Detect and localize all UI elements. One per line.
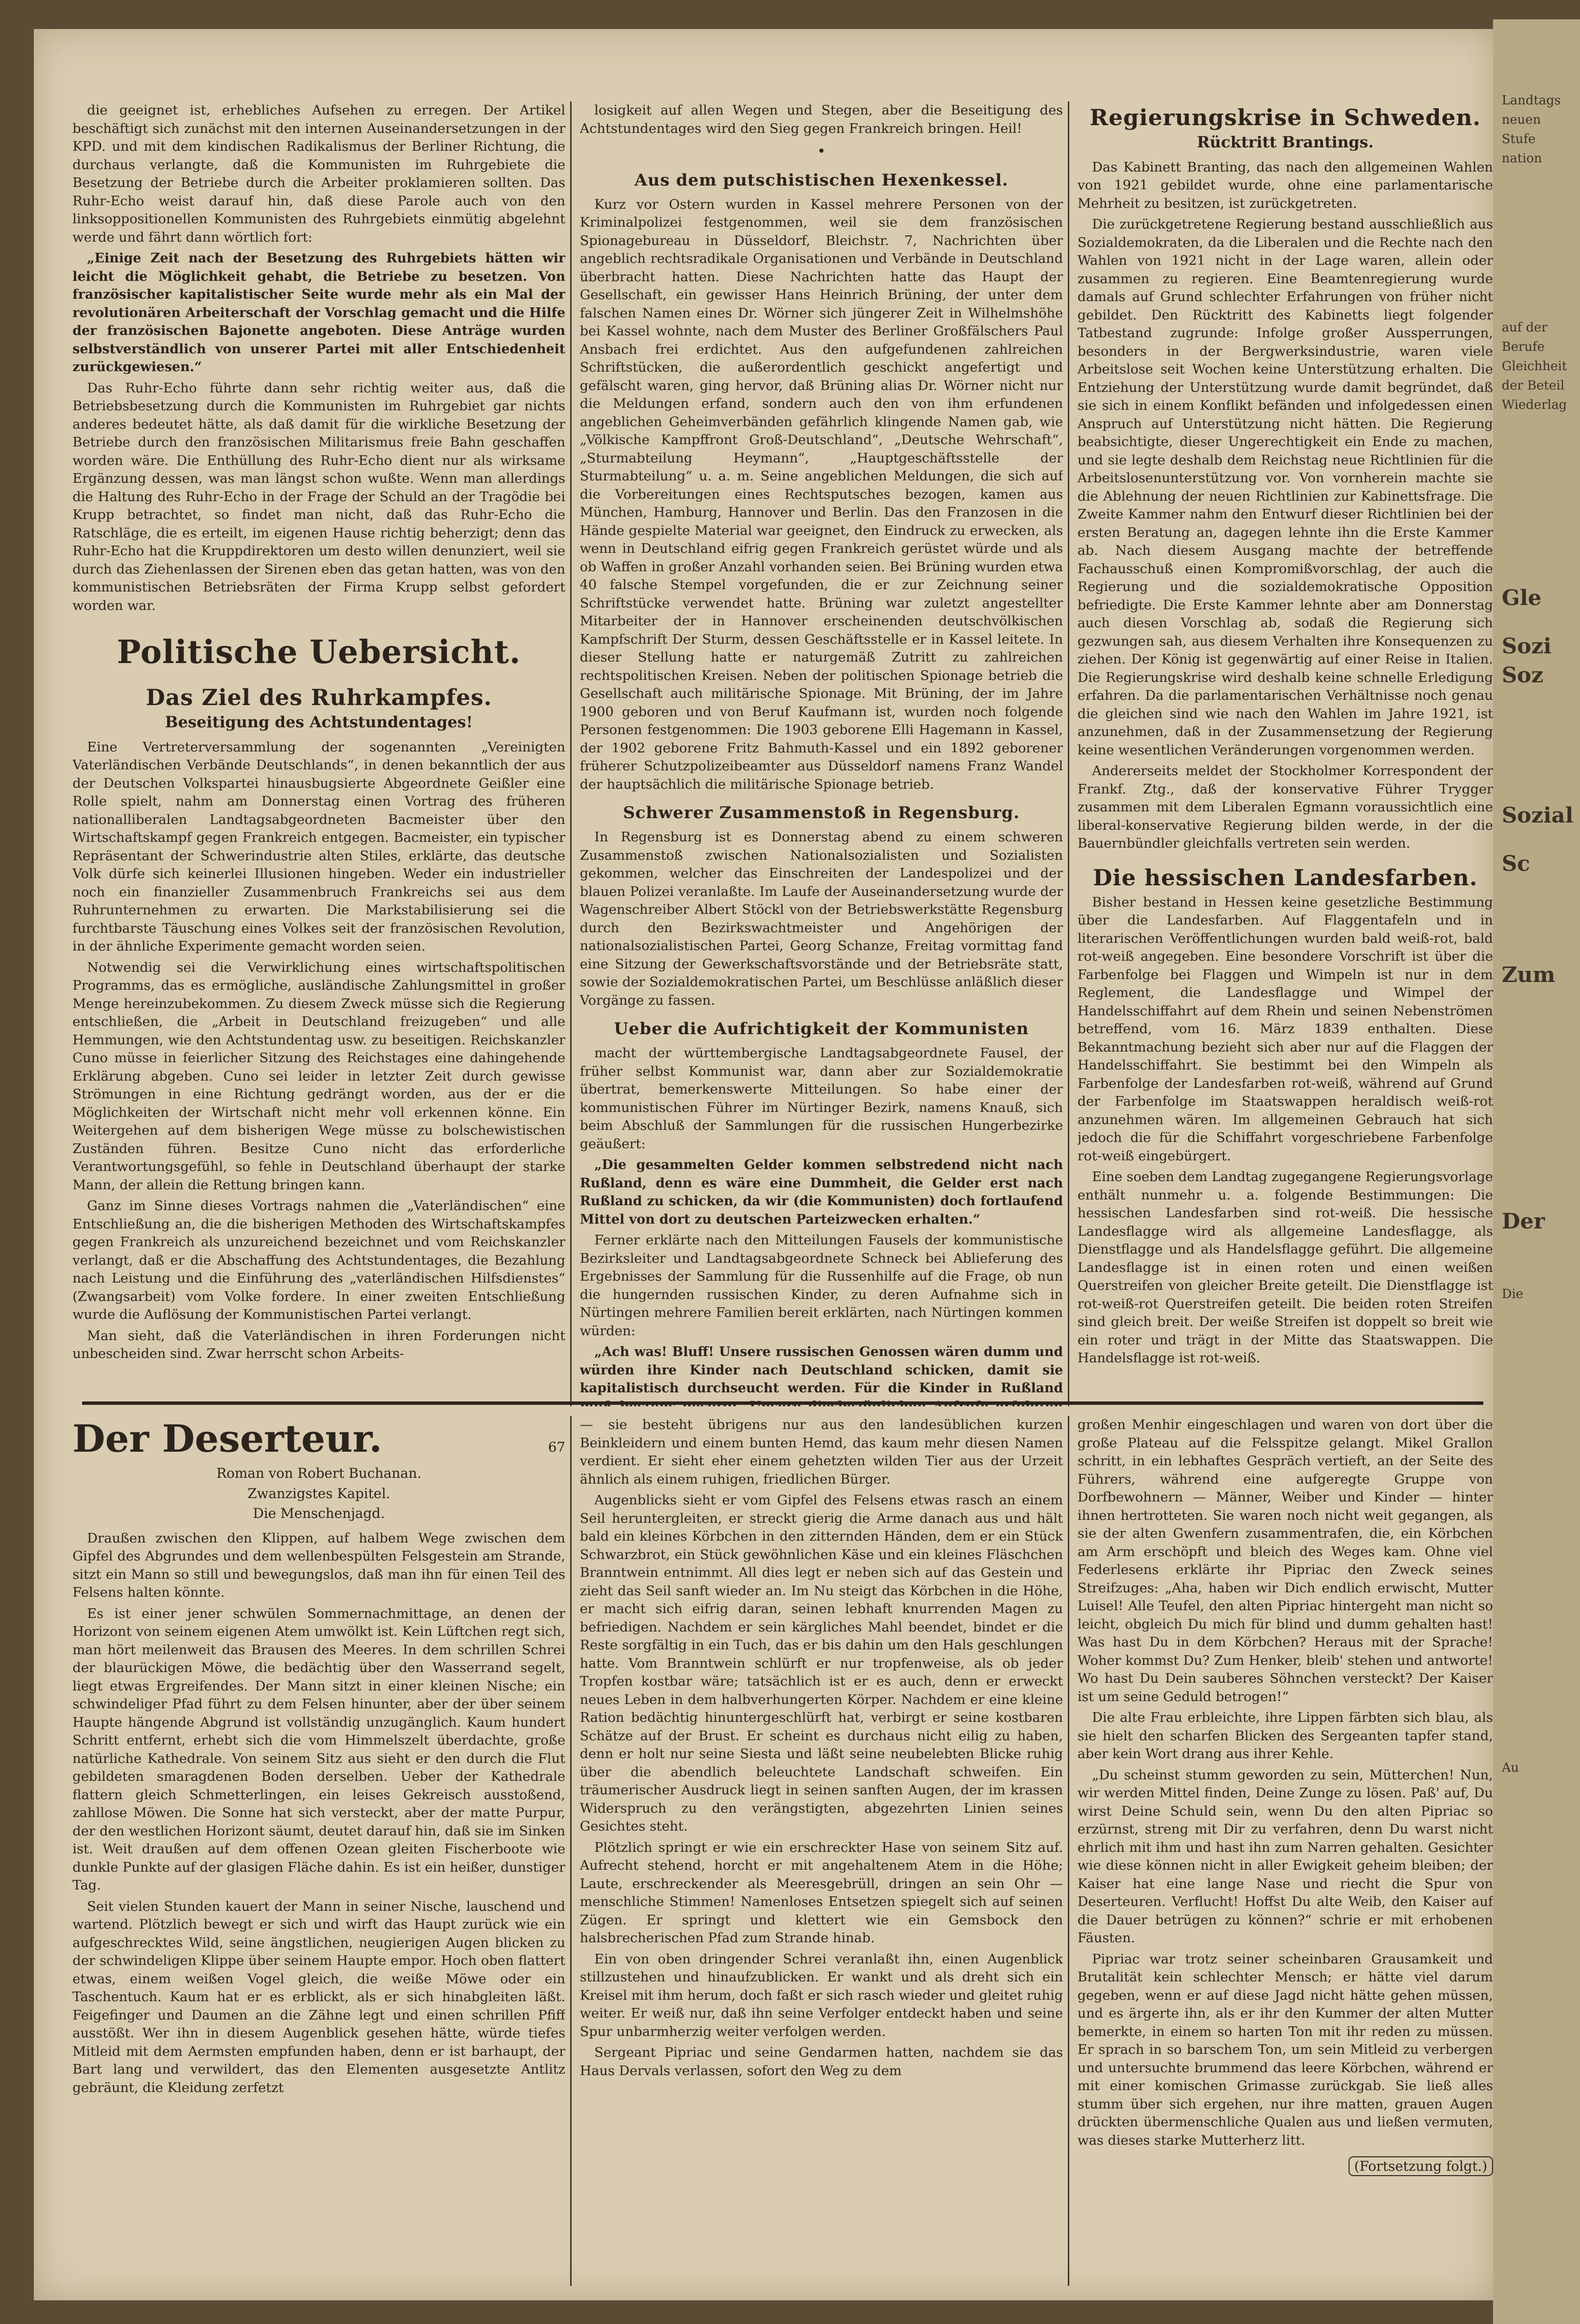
novel-column-3 — [1077, 1416, 1493, 2286]
aufrichtigkeit-quote2: „Ach was! Bluff! Unsere russischen Genossen wären dumm und würden ihre Kinder nach Deutschland schicken, damit sie kapitalistisch durchseucht werden. Für die Kinder in Rußland — [580, 1344, 1063, 1396]
edge-fragment: nation — [1502, 151, 1542, 166]
edge-fragment: Die — [1502, 1287, 1523, 1301]
feuilleton-divider — [82, 1401, 1483, 1405]
edge-fragment: Gleichheit — [1502, 359, 1567, 374]
edge-fragment: Berufe — [1502, 340, 1545, 354]
continuation-note — [1077, 2157, 1493, 2176]
column-divider — [1068, 101, 1069, 1406]
continuation-label: (Fortsetzung folgt.) — [1349, 2156, 1493, 2176]
hexenkessel-text: Kurz vor Ostern wurden in Kassel mehrere Personen von der Kriminalpolizei festgenommen, weil sie dem französischen Spionagebureau in Düsseldorf, Bleichstr. 7, Nachrichten über angeblich rechtsradikale Organisationen und Verbände in Deutschland überbracht hatten. Diese Nachrichten hatte das Haupt der Gesellschaft, ein gewisser Hans Heinrich Brüning, der unter dem falschen Namen eines Dr. Wörner sich jüngerer Zeit in Wilhelmshöhe bei Kassel wohnte, nach dem Muster des Berliner Großfälschers Paul Ansbach frei erdichtet. Aus den aufgefundenen zahlreichen Schriftstücken, die außerordentlich geschickt angefertigt und gefälscht waren, ging hervor, daß Brüning alias Dr. Wörner nicht nur die Meldungen erfand, sondern auch den von ihm erfundenen angeblichen Geheimverbänden gefährlich klingende Namen gab, wie „Völkische Kampffront Groß-Deutschland“, „Deutsche Wehrschaft“, „Sturmabteilung Heymann“, „Hauptgeschäftsstelle der Sturmabteilung“ u. a. m. Seine angeblichen Meldungen, die sich auf die Vorbereitungen eines Rechtsputsches bezogen, kamen aus München, Hamburg, Hannover und Berlin. Das den Franzosen in die Hände gespielte Material war geeignet, den Eindruck zu erwecken, als wenn in Deutschland eifrig gegen Frankreich gerüstet würde und als ob Waffen in großer Anzahl vorhanden seien. Bei Brüning wurden etwa 40 falsche Stempel vorgefunden, die er zur Zeichnung seiner Schriftstücke verwendet hatte. Brüning war zuletzt angestellter Mitarbeiter der in Hannover erscheinenden deutschvölkischen Kampfschrift Der Sturm, dessen Geschäftsstelle er in Kassel leitete. In dieser Stellung hatte er naturgemäß Zutritt zu zahlreichen rechtspolitischen Kreisen. Neben der politischen Spionage betrieb die Gesellschaft auch militärische Spionage. Mit Brüning, der im Jahre 1900 geboren und von Beruf Kaufmann ist, wurden noch folgende Personen festgenommen: Die 1903 geborene Elli Hagemann in Kassel, der 1902 geborene Fritz Bahmuth-Kassel und ein 1892 geborener früherer Schutzpolizeibeamter aus Düsseldorf namens Franz Wandel der hauptsächlich die militärische Spionage betrieb. — [580, 196, 1063, 792]
novel-paragraph: Augenblicks sieht er vom Gipfel des Felsens etwas rasch an einem Seil heruntergleiten, er streckt gierig die Arme danach aus und hält bald ein kleines Körbchen in den zitternden Händen, dem er ein Stück Schwarzbrot, ein Stück gewöhnlichen Käse und ein kleines Fläschchen Branntwein entnimmt. All dies legt er neben sich auf das Gestein und zieht das Seil sanft wieder an. Im Nu steigt das Körbchen in die Höhe, er macht sich eifrig daran, seinen lebhaft knurrenden Magen zu befriedigen. Nachdem er sein kärgliches Mahl beendet, bindet er die Reste sorgfältig in ein Tuch, das er bis dahin um den Hals geschlungen hatte. Vom Branntwein schlürft er nur tropfenweise, als ob jeder Tropfen kostbar wäre; tatsächlich ist er es auch, denn er erweckt neues Leben in dem halbverhungerten Körper. Nachdem er eine kleine Ration bedächtig hinuntergeschlürft hat, verbirgt er seine kostbaren Schätze auf der Brust. Er scheint es durchaus nicht eilig zu haben, denn er holt nur seine Siesta und läßt seine neubelebten Blicke ruhig über die abendlich beleuchtete Landschaft schweifen. Ein träumerischer Ausdruck liegt in seinen sanften Augen, der im krassen Widerspruch zu den verängstigten, abgezehrten Linien seines Gesichtes steht. — [580, 1492, 1063, 1834]
novel-header — [72, 1416, 565, 1462]
novel-paragraph: Es ist einer jener schwülen Sommernachmittage, an denen der Horizont von seinem eigenen Atem umwölkt ist. Kein Lüftchen regt sich, man hört meilenweit das Brausen des Meeres. In dem schrillen Schrei der blaurückigen Möwe, die bedächtig über den Wasserrand segelt, liegt etwas Ergreifendes. Der Mann sitzt in einer kleinen Nische; ein schwindeliger Pfad führt zu dem Felsen hinunter, aber der über seinem Haupte hängende Abgrund ist vollständig unzugänglich. Kaum hundert Schritt entfernt, erhebt sich die vom Himmelszelt überdachte, große natürliche Kathedrale. Von seinem Sitz aus sieht er den durch die Flut gebildeten smaragdenen Boden derselben. Ueber der Kathedrale flattern gleich Schmetterlingen, ein leises Gekreisch ausstoßend, zahllose Möwen. Die Sonne hat sich versteckt, aber der matte Purpur, der den westlichen Horizont säumt, deutet darauf hin, daß sie im Sinken ist. Weit draußen auf dem offenen Ozean gleiten Fischerboote wie dunkle Punkte auf der glasigen Fläche dahin. Es ist ein heißer, dunstiger Tag. — [72, 1605, 565, 1893]
headline-hexenkessel: Aus dem putschistischen Hexenkessel. — [634, 170, 1008, 190]
edge-fragment: Soz — [1502, 663, 1544, 688]
novel-paragraph: Ein von oben dringender Schrei veranlaßt ihn, einen Augenblick stillzustehen und hinaufzublicken. Er wankt und als dreht sich ein Kreisel mit ihm herum, doch faßt er sich rasch wieder und gleitet ruhig weiter. Er weiß nur, daß ihn seine Verfolger entdeckt haben und seine Spur unbarmherzig weiter verfolgen werden. — [580, 1951, 1063, 2039]
edge-fragment: neuen — [1502, 113, 1541, 127]
edge-fragment: Der — [1502, 1209, 1545, 1234]
novel-paragraph: Pipriac war trotz seiner scheinbaren Grausamkeit und Brutalität kein schlechter Mensch; er hätte viel darum gegeben, wenn er auf diese Jagd nicht hätte gehen müssen, und es ärgerte ihn, als er ihr den Kummer der alten Mutter bemerkte, in einem so harten Ton mit ihr reden zu müssen. Er sprach in so barschem Ton, um sein Mitleid zu verbergen und untersuchte brummend das leere Körbchen, während er mit einer komischen Grimasse zurückgab. Sie ließ alles stumm über sich ergehen, nur ihre matten, grauen Augen drückten übermenschliche Qualen aus und ließen vermuten, was dieses starke Mutterherz litt. — [1077, 1951, 1493, 2148]
novel-title: Der Deserteur. — [72, 1417, 382, 1461]
headline-hessen: Die hessischen Landesfarben. — [1092, 864, 1478, 891]
edge-fragment: Wiederlag — [1502, 398, 1567, 412]
novel-paragraph: Draußen zwischen den Klippen, auf halbem Wege zwischen dem Gipfel des Abgrundes und dem wellenbespülten Felsgestein am Strande, sitzt ein Mann so still und bewegungslos, daß man ihn für einen Teil des Felsens halten könnte. — [72, 1530, 565, 1600]
article-intro-quote: „Einige Zeit nach der Besetzung des Ruhrgebiets hätten wir leicht die Möglichkeit gehabt, die Betriebe zu besetzen. Von französischer kapitalistischer Seite wurde mehr als ein Mal der revolutionären Arbeiterschaft der Vorschlag gemacht und die Hilfe der französischen Bajonette angeboten. Diese Anträge wurden selbstverständlich von unserer Partei mit aller Entschiedenheit zurückgewiesen.“ — [72, 251, 565, 375]
article-intro-p1: die geeignet ist, erhebliches Aufsehen zu erregen. Der Artikel beschäftigt sich zunächst mit den internen Auseinandersetzungen in der KPD. und mit dem kindischen Radikalismus der Berliner Richtung, die durchaus verlangte, daß die Kommunisten im Ruhrgebiete die Besetzung der Betriebe durch die Arbeiter proklamieren sollten. Das Ruhr-Echo weist darauf hin, daß diese Parole auch von den linksoppositionellen Kommunisten des Ruhrgebiets einmütig abgelehnt werde und fährt dann wörtlich fort: — [72, 102, 565, 245]
column-divider — [1068, 1416, 1069, 2286]
schweden-paragraph: Das Kabinett Branting, das nach den allgemeinen Wahlen von 1921 gebildet wurde, ohne eine parlamentarische Mehrheit zu besitzen, ist zurückgetreten. — [1077, 159, 1493, 211]
novel-paragraph: großen Menhir eingeschlagen und waren von dort über die große Plateau auf die Felsspitze gelangt. Mikel Grallon schritt, in ein lebhaftes Gespräch vertieft, an der Seite des Führers, während eine aufgeregte Gruppe von Dorfbewohnern — Männer, Weiber und Kinder — hinter ihnen hertrotteten. Sie waren noch nicht weit gegangen, als sie der alten Gwenfern zusammentrafen, die, ein Körbchen am Arm erschöpft und bleich des Weges kam. Ohne viel Federlesens erklärte ihr Pipriac den Zweck seines Streifzuges: „Aha, haben wir Dich endlich erwischt, Mutter Luisel! Alle Teufel, den alten Pipriac hintergeht man nicht so leicht, obgleich Du mich für blind und dumm gehalten hast! Was hast Du in dem Körbchen? Heraus mit der Sprache! Woher kommst Du? Zum Henker, bleib' stehen und antworte! Wo hast Du Dein sauberes Söhnchen versteckt? Der Kaiser ist um seine Geduld betrogen!“ — [1077, 1417, 1493, 1704]
regensburg-text: In Regensburg ist es Donnerstag abend zu einem schweren Zusammenstoß zwischen Nationalsozialisten und Sozialisten gekommen, welcher das Einschreiten der Landespolizei und der blauen Polizei veranlaßte. Im Laufe der Auseinandersetzung wurde der Wagenschreiber Albert Stöckl von der Betriebswerkstätte Regensburg durch den Bezirkswachtmeister und Angehörigen der nationalsozialistischen Partei, Georg Schanze, Freitag vormittag fand eine Sitzung der Gewerkschaftsvorstände und der Betriebsräte statt, sowie der Sozialdemokratischen Partei, um Beschlüsse anläßlich dieser Vorgänge zu fassen. — [580, 829, 1063, 1008]
novel-paragraph: „Du scheinst stumm geworden zu sein, Mütterchen! Nun, wir werden Mittel finden, Deine Zunge zu lösen. Paß' auf, Du wirst Deine Schuld sein, wenn Du den alten Pipriac so erzürnst, streng mit Dir zu verfahren, denn Du warst nicht ehrlich mit ihm und hast ihn zum Narren gehalten. Gesichter wie diese können nicht in aller Ewigkeit geheim bleiben; der Kaiser hat eine lange Nase und riecht die Spur von Deserteuren. Verflucht! Hoffst Du alte Weib, den Kaiser auf die Dauer betrügen zu können?“ schrie er mit erhobenen Fäusten. — [1077, 1767, 1493, 1946]
edge-fragment: Gle — [1502, 586, 1542, 610]
article-intro-p2: Das Ruhr-Echo führte dann sehr richtig weiter aus, daß die Betriebsbesetzung durch die Kommunisten im Ruhrgebiet gar nichts anderes bedeutet hätte, als daß damit für die wirkliche Besetzung der Betriebe durch den französischen Militarismus freie Bahn geschaffen worden wäre. Die Enthüllung des Ruhr-Echo dient nur als wirksame Ergänzung dessen, was man längst schon wußte. Wenn man allerdings die Haltung des Ruhr-Echo in der Frage der Schuld an der Tragödie bei Krupp betrachtet, so findet man nicht, daß das Ruhr-Echo die Ratschläge, die es erteilt, im eigenen Hause richtig beherzigt; denn das Ruhr-Echo hat die Kruppdirektoren um desto willen denunziert, weil sie durch das Ziehenlassen der Sirenen eben das getan hatten, was von den kommunistischen Betriebsräten der Firma Krupp selbst gefordert worden war. — [72, 380, 565, 613]
chapter-title: Die Menschenjagd. — [253, 1505, 385, 1521]
novel-paragraph: Plötzlich springt er wie ein erschreckter Hase von seinem Sitz auf. Aufrecht stehend, horcht er mit angehaltenem Atem in die Höhe; Laute, erschreckender als Meeresgebrüll, dringen an sein Ohr — menschliche Stimmen! Namenloses Entsetzen spiegelt sich auf seinen Zügen. Er springt und klettert wie ein Gemsbock den halsbrecherischen Pfad zum Strande hinab. — [580, 1839, 1063, 1946]
ruhr-paragraph: Notwendig sei die Verwirklichung eines wirtschaftspolitischen Programms, das es ermögliche, ausländische Zahlungsmittel in großer Menge hereinzubekommen. Zu diesem Zweck müsse sich die Regierung entschließen, die „Arbeit in Deutschland freizugeben“ und alle Hemmungen, wie den Achtstundentag usw. zu beseitigen. Reichskanzler Cuno müsse in feierlicher Sitzung des Reichstages eine dahingehende Erklärung abgeben. Cuno sei leider in letzter Zeit durch gewisse Strömungen in eine Richtung gedrängt worden, aus der er die Möglichkeiten der Wirtschaft nicht mehr voll erkennen könne. Ein Weitergehen auf dem bisherigen Wege müsse zu bolschewistischen Zuständen führen. Besitze Cuno nicht das erforderliche Verantwortungsgefühl, so fehle in Deutschland überhaupt der starke Mann, der allein die Rettung bringen kann. — [72, 959, 565, 1193]
novel-paragraph: — sie besteht übrigens nur aus den landesüblichen kurzen Beinkleidern und einem bunten Hemd, das kaum mehr diesen Namen verdient. Er sieht eher einem gehetzten wilden Tier aus der Urzeit ähnlich als einem ruhigen, friedlichen Bürger. — [580, 1417, 1063, 1487]
novel-column-1 — [72, 1416, 565, 2286]
edge-fragment: auf der — [1502, 320, 1548, 335]
headline-schweden: Regierungskrise in Schweden. — [1090, 104, 1481, 130]
column-divider — [570, 1416, 572, 2286]
column-ausland — [1077, 101, 1493, 1406]
chapter-number: Zwanzigstes Kapitel. — [247, 1485, 390, 1501]
aufrichtigkeit-text2: Ferner erklärte nach den Mitteilungen Fausels der kommunistische Bezirksleiter und Landtagsabgeordnete Schneck bei Ablieferung des Ergebnisses der Sammlung für die Russenhilfe auf die Frage, ob nun die hungernden russischen Kinder, zu deren Aufnahme sich in Nürtingen mehrere Familien bereit erklärten, nach Nürtingen kommen würden: — [580, 1232, 1063, 1339]
separator-dot: • — [817, 143, 826, 160]
newspaper-page — [34, 29, 1493, 2300]
edge-fragment: der Beteil — [1502, 378, 1565, 393]
schweden-paragraph: Die zurückgetretene Regierung bestand ausschließlich aus Sozialdemokraten, da die Liberalen und die Rechte nach den Wahlen von 1921 nicht in der Lage waren, allein oder zusammen zu regieren. Eine Beamtenregierung wurde damals auf Grund schlechter Erfahrungen von früher nicht gebildet. Den Rücktritt des Kabinetts liegt folgender Tatbestand zugrunde: Infolge großer Aussperrungen, besonders in der Bergwerksindustrie, waren viele Arbeitslose seit Wochen keine Unterstützung erhalten. Die Entziehung der Unterstützung wurde damit begründet, daß sie sich in einem Konflikt befänden und infolgedessen einen Anspruch auf Unterstützung nicht hätten. Die Regierung beabsichtigte, dieser Ungerechtigkeit ein Ende zu machen, und sie legte deshalb dem Reichstag neue Richtlinien für die Arbeitslosenunterstützung vor. Von vornherein machte sie die Ablehnung der neuen Richtlinien zur Kabinettsfrage. Die Zweite Kammer nahm den Entwurf dieser Richtlinien bei der ersten Beratung an, dagegen lehnte ihn die Erste Kammer ab. Nach diesem Ausgang machte der betreffende Fachausschuß einen Kompromißvorschlag, der auch die Regierung und die sozialdemokratische Opposition befriedigte. Die Erste Kammer lehnte aber am Donnerstag auch diesen Vorschlag ab, sodaß die Regierung sich gezwungen sah, aus diesem Verhalten ihre Konsequenzen zu ziehen. Der König ist gegenwärtig auf einer Reise in Italien. Die Regierungskrise wird deshalb keine schnelle Erledigung erfahren. Da die parlamentarischen Verhältnisse noch genau die gleichen sind wie nach den Wahlen im Jahre 1921, ist anzunehmen, daß in der Zusammensetzung der Regierung keine wesentlichen Veränderungen vorgenommen werden. — [1077, 217, 1493, 758]
novel-author: Roman von Robert Buchanan. — [216, 1465, 422, 1481]
hessen-paragraph: Eine soeben dem Landtag zugegangene Regierungsvorlage enthält nunmehr u. a. folgende Bestimmungen: Die hessischen Landesfarben sind rot-weiß. Die hessische Landesflagge wird als allgemeine Landesflagge, als Dienstflagge und als Handelsflagge geführt. Die allgemeine Landesflagge ist in einen roten und einen weißen Querstreifen von gleicher Breite geteilt. Die Dienstflagge ist rot-weiß-rot Querstreifen geteilt. Die beiden roten Streifen sind gleich breit. Der weiße Streifen ist doppelt so breit wie ein roter und trägt in der Mitte das Staatswappen. Die Handelsflagge ist rot-weiß. — [1077, 1169, 1493, 1366]
headline-ruhrkampf: Das Ziel des Ruhrkampfes. — [145, 684, 492, 710]
section-title-politik: Politische Uebersicht. — [116, 633, 521, 671]
edge-fragment: Au — [1502, 1761, 1519, 1775]
article-lead: losigkeit auf allen Wegen und Stegen, aber die Beseitigung des Achtstundentages wird den Sieg gegen Frankreich bringen. Heil! — [580, 102, 1063, 136]
novel-column-2 — [580, 1416, 1063, 2286]
edge-fragment: Sc — [1502, 852, 1530, 876]
edge-fragment: Landtags — [1502, 93, 1561, 108]
edge-fragment: Sozial — [1502, 803, 1574, 828]
subheadline-branting: Rücktritt Brantings. — [1197, 133, 1374, 151]
edge-fragment: Sozi — [1502, 634, 1551, 659]
novel-paragraph: Die alte Frau erbleichte, ihre Lippen färbten sich blau, als sie hielt den scharfen Blicken des Sergeanten tapfer stand, aber kein Wort drang aus ihrer Kehle. — [1077, 1710, 1493, 1761]
schweden-paragraph: Andererseits meldet der Stockholmer Korrespondent der Frankf. Ztg., daß der konservative Führer Trygger zusammen mit dem Liberalen Egmann voraussichtlich eine liberal-konservative Regierung bilden werde, in der die Bauernbündler gleichfalls vertreten sein werden. — [1077, 763, 1493, 851]
adjacent-page-edge — [1493, 19, 1580, 2324]
ruhr-paragraph: Man sieht, daß die Vaterländischen in ihren Forderungen nicht unbescheiden sind. Zwar herrscht schon Arbeits- — [72, 1328, 565, 1361]
novel-paragraph: Seit vielen Stunden kauert der Mann in seiner Nische, lauschend und wartend. Plötzlich bewegt er sich und wirft das Haupt zurück wie ein aufgeschrecktes Wild, seine ängstlichen, neugierigen Augen blicken zu der schwindeligen Klippe über seinem Haupte empor. Hoch oben flattert etwas, einem weißen Vogel gleich, die weiße Möwe oder ein Taschentuch. Kaum hat er es erblickt, als er sich hinabgleiten läßt. Feigefinger und Daumen an die Zähne legt und einen schrillen Pfiff ausstößt. Wer ihn in diesem Augenblick gesehen hätte, würde tiefes Mitleid mit dem Aermsten empfunden haben, denn er ist barhaupt, der Bart lang und verwildert, das den Elementen ausgesetzte Antlitz gebräunt, die Kleidung zerfetzt — [72, 1898, 565, 2095]
installment-number: 67 — [548, 1439, 565, 1455]
ruhr-paragraph: Ganz im Sinne dieses Vortrags nahmen die „Vaterländischen“ eine Entschließung an, die die bisherigen Methoden des Wirtschaftskampfes gegen Frankreich als unzureichend bezeichnet und vom Reichskanzler verlangt, daß er die Abschaffung des Achtstundentages, die Bezahlung nach Leistung und die Einführung des „vaterländischen Hilfsdienstes“ (Zwangsarbeit) vom Volke fordere. In einer zweiten Entschließung wurde die Auflösung der Kommunistischen Partei verlangt. — [72, 1198, 565, 1322]
column-politik — [72, 101, 565, 1406]
ruhr-paragraph: Eine Vertreterversammlung der sogenannten „Vereinigten Vaterländischen Verbände Deutschlands“, in denen bekanntlich der aus der Deutschen Volkspartei hinausbugsierte Abgeordnete Geißler eine Rolle spielt, nahm am Donnerstag einen Vortrag des früheren nationalliberalen Landtagsabgeordneten Bacmeister über den Wirtschaftskampf gegen Frankreich entgegen. Bacmeister, ein typischer Repräsentant der Schwerindustrie alten Stiles, erklärte, das deutsche Volk dürfe sich keinerlei Illusionen hingeben. Weder ein industrieller noch ein finanzieller Zusammenbruch Frankreichs sei aus dem Ruhrunternehmen zu erwarten. Die Markstabilisierung sei die furchtbarste Täuschung eines Volkes seit der französischen Revolution, in der ähnliche Experimente gemacht worden seien. — [72, 739, 565, 954]
headline-aufrichtigkeit: Ueber die Aufrichtigkeit der Kommunisten — [614, 1019, 1029, 1039]
aufrichtigkeit-quote: „Die gesammelten Gelder kommen selbstredend nicht nach Rußland, denn es wäre eine Dummheit, die Gelder erst nach Rußland zu schicken, da wir (die Kommunisten) doch fortlaufend Mittel von dort zu deutschen Parteizwecken erhalten.“ — [580, 1157, 1063, 1227]
hessen-paragraph: Bisher bestand in Hessen keine gesetzliche Bestimmung über die Landesfarben. Auf Flaggentafeln und in literarischen Veröffentlichungen wurden bald weiß-rot, bald rot-weiß angegeben. Eine besondere Vorschrift ist über die Farbenfolge bei Flaggen und Wimpeln ist nur in dem Reglement, die Landesflagge und Wimpel der Handelsschiffahrt auf dem Rhein und seinen Nebenströmen betreffend, vom 16. März 1839 enthalten. Diese Bekanntmachung bezieht sich aber nur auf die Flaggen der Handelsschiffahrt. Sie bestimmt bei den Wimpeln als Farbenfolge der Landesfarben rot-weiß, während auf Grund der Farbenfolge im Staatswappen heraldisch weiß-rot anzunehmen wären. Im allgemeinen Gebrauch hat sich jedoch die für die Schiffahrt vorgeschriebene Farbenfolge rot-weiß eingebürgert. — [1077, 894, 1493, 1164]
column-news — [580, 101, 1063, 1406]
edge-fragment: Stufe — [1502, 132, 1536, 146]
novel-paragraph: Sergeant Pipriac und seine Gendarmen hatten, nachdem sie das Haus Dervals verlassen, sofort den Weg zu dem — [580, 2045, 1063, 2079]
column-divider — [570, 101, 572, 1406]
subheadline-achtstundentag: Beseitigung des Achtstundentages! — [165, 713, 473, 731]
headline-regensburg: Schwerer Zusammenstoß in Regensburg. — [623, 803, 1020, 823]
aufrichtigkeit-text: macht der württembergische Landtagsabgeordnete Fausel, der früher selbst Kommunist war, dann aber zur Sozialdemokratie übertrat, bemerkenswerte Mitteilungen. So habe einer der kommunistischen Führer im Nürtinger Bezirk, namens Knauß, sich beim Abschluß der Sammlungen für die russischen Hungerbezirke geäußert: — [580, 1045, 1063, 1152]
edge-fragment: Zum — [1502, 963, 1555, 987]
